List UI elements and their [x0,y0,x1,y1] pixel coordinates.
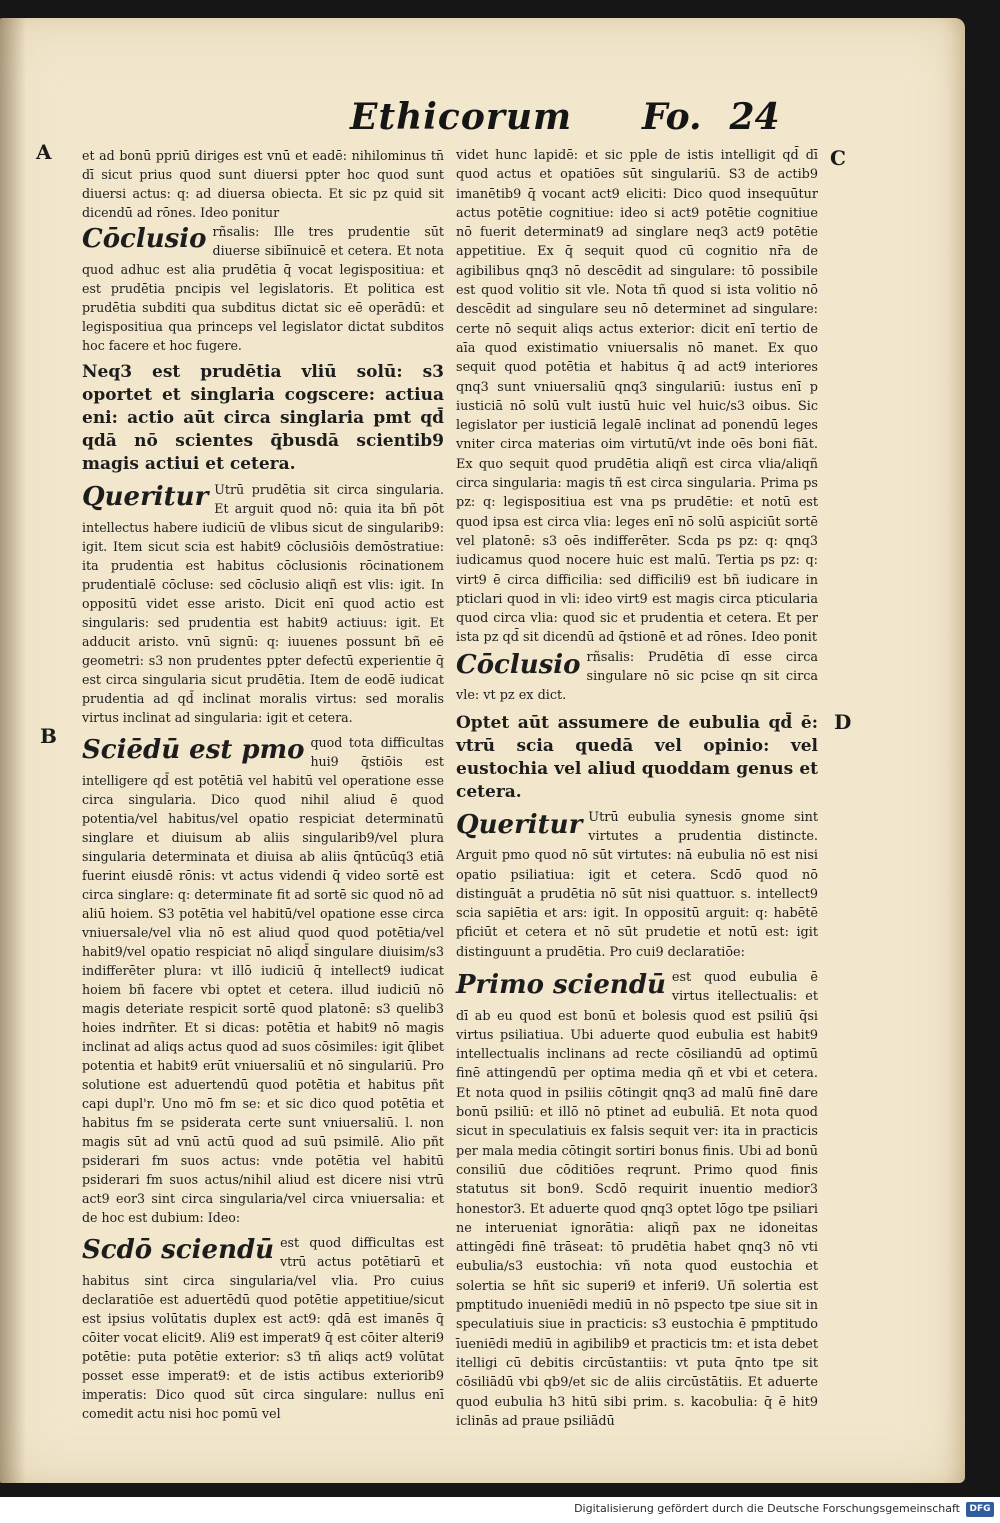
primo-sciendum-heading: Primo sciendū [456,969,666,1000]
left-sciendum-primo [82,733,444,1227]
left-lemma: Neq3 est prudētia vliū solū: s3 oportet et singlaria cogscere: actiua eni: actio aūt circa singlaria pmt qd̄ qdā nō scientes q̄busdā scientib9 magis actiui et cetera. [82,362,444,474]
right-lemma: Optet aūt assumere de eubulia qd̄ ē: vtrū scia quedā vel opinio: vel eustochia vel aliud quoddam genus et cetera. [456,712,818,802]
conclusio-text: rñsalis: Ille tres prudentie sūt diuerse sibiīnuicē et cetera. Et nota quod adhuc est alia prudētia q̄ vocat legispositiua: et est prudētia pncipis vel legislatoris. Et politica est prudētia subditi qua subditus dictat sic eē operādū: et legispositiua qua princeps vel legislator dictat subditos hoc facere et hoc fugere. [82,224,444,353]
primo-sciendum-text: est quod eubulia ē virtus itellectualis: et dī ab eu quod est bonū et bolesis quod est psiliū q̄si virtus psiliatiua. Ubi aduerte quod eubulia est habit9 intellectualis inclinans ad recte cōsiliandū ad optimū finē attingendū per optima media qñ et vbi et cetera. Et nota quod in psiliis cōtingit qnq3 ad malū finē dare bonū psiliū: et illō nō ptinet ad eubuliā. Et nota quod sicut in speculatiuis ex falsis sequit ver: ita in practicis per mala media cōtingit sortiri bonus finis. Ubi ad bonū consiliū due cōditiōes reqrunt. Primo quod finis statutus sit bon9. Scdō requirit inuentio medior3 honestor3. Et aduerte quod qnq3 optet lōgo tpe psiliari ne interueniat ignorātia: aliqñ pax ne idoneitas attingēdi finē trāseat: tō prudētia habet qnq3 nō vti eubulia/s3 eustochia: vñ nota quod eustochia et solertia se hñt sic superi9 et inferi9. Uñ solertia est pmptitudo inueniēdi mediū in nō pspecto tpe siue sit in speculatiuis siue in practicis: s3 eustochia ē pmptitudo īueniēdi mediū in agibilib9 et practicis tm: et ista debet itelligi cū debitis circūstantiis: vt puta q̄nto tpe sit cōsiliādū vbi qb9/et sic de aliis circūstātiis. Et aduerte quod eubulia h3 hitū sibi prim. s. kacobulia: q̄ ē hit9 iclinās ad praue psiliādū [456,969,818,1429]
margin-marker-a: A [36,140,52,164]
right-paragraph-1: videt hunc lapidē: et sic pple de istis intelligit qd̄ dī quod actus et opatiōes sūt singulariū. S3 de actib9 imanētib9 q̄ vocant act9 eliciti: Dico quod insequūtur actus potētie cognitiue: ideo si act9 potētie cognitiue nō fuerit determinat9 ad singlare neq3 act9 potētie appetitiue. Ex q̄ sequit quod cū cognitio nr̄a de agibilibus qnq3 nō descēdit ad singulare: tō possibile est quod volitio sit vle. Nota tñ quod si ista volitio nō descēdit ad singulare seu nō determinet ad singulare: certe nō sequit aliqs actus exterior: dicit enī tertio de aīa quod existimatio vniuersalis nō manet. Ex quo sequit quod potētia et habitus q̄ ad act9 interiores qnq3 sunt vniuersaliū qnq3 singulariū: iustus enī p iusticiā nō solū vult iustū huic vel huic/s3 oibus. Sic legislator per iusticiā legalē inclinat ad ponendū leges vniter circa materias oim virtutū/vt inde oēs boni fiāt. Ex quo sequit quod prudētia aliqñ est circa vlia/aliqñ circa singularia: magis tñ est circa singularia. Prima ps pz: q: legispositiua est vna ps prudētie: et notū est quod ipsa est circa vlia: leges enī nō solū aspiciūt sortē vel platonē: s3 oēs indifferēter. Scda ps pz: q: qnq3 iudicamus quod nocere huic est malū. Tertia ps pz: q: virt9 ē circa difficilia: sed difficili9 est bñ iudicare in pticlari quod in vli: ideo virt9 est magis circa pticularia quod circa vlia: quod sic et prudentia et cetera. Et per ista pz qd̄ sit dicendū ad q̄stionē et ad rōnes. Ideo ponit [456,148,818,646]
queritur-text: Utrū prudētia sit circa singularia. Et arguit quod nō: quia ita bñ pōt intellectus habere iudiciū de vlibus sicut de singularib9: igit. Item sicut scia est habit9 cōclusiōis demōstratiue: ita prudentia est habitus cōclusionis rōcinationem prudentialē cōcluse: sed cōclusio aliqñ est vlis: igit. In oppositū videt esse aristo. Dicit enī quod actio est singularis: sed prudentia est habit9 actiuus: igit. Et adducit aristo. vnū signū: q: iuuenes possunt bñ eē geometri: s3 non prudentes ppter defectū experientie q̄ est circa singularia sicut prudētia. Item de eodē iudicat prudentia ad qd̄ inclinat moralis virtus: sed moralis virtus inclinat ad singularia: igit et cetera. [82,482,444,725]
running-title: Ethicorum [350,96,573,138]
right-primo-sciendum [456,968,818,1431]
conclusio-heading: Cōclusio [82,224,207,254]
page-gutter-shadow [0,18,26,1483]
sciendum-secundo-text: est quod difficultas est vtrū actus potētiarū et habitus sint circa singularia/vel vlia. Pro cuius declaratiōe est aduertēdū quod potētie appetitiue/sicut est ipsius volūtatis duplex est act9: qdā est imanēs q̄ cōiter vocat elicit9. Ali9 est imperat9 q̄ est cōiter alteri9 potētie: puta potētie exterior: s3 tñ aliqs act9 volūtat posset esse imperat9: et de istis actibus exteriorib9 imperatis: Dico quod sūt circa singulare: nullus enī comedit actu nisi hoc pomū vel [82,1235,444,1421]
sciendum-primo-heading: Sciēdū est pmo [82,735,305,765]
sciendum-primo-text: quod tota difficultas hui9 q̄stiōis est intelligere qd̄ est potētiā vel habitū vel operatione esse circa singularia. Dico quod nihil aliud ē quod potentia/vel habitus/vel opatio respiciat determinatū singlare et diuisum ab aliis singularib9/vel plura singularia determinata et diuisa ab aliis q̄ntūcūq3 etiā fuerint eiusdē rōnis: vt actus videndi q̄ video sortē est circa singlare: q: determinate fit ad sortē sic quod nō ad aliū hoiem. S3 potētia vel habitū/vel opatione esse circa vniuersale/vel vlia nō est aliud quod quod potētia/vel habit9/vel opatio respiciat nō aliqd̄ singulare diuisim/s3 indifferēter plura: vt illō iudiciū q̄ intellect9 iudicat hoiem bñ facere vbi optet et cetera. illud iudiciū nō magis deteriate respicit sortē quod platonē: s3 quelib3 hoies indrñter. Et si dicas: potētia et habit9 nō magis inclinat ad aliqs actus quod ad suos cōsimiles: igit q̄libet potentia et habit9 erūt vniuersaliū et nō singulariū. Pro solutione est aduertendū quod potētia et habitus pñt capi dupl'r. Uno mō fm se: et sic dico quod potētia et habitus fm se psiderata certe sunt vniuersaliū. l. non magis sūt ad vnū actū quod ad suū psimilē. Alio pñt psiderari fm suos actus: vnde potētia vel habitū psiderari fm suos actus/nihil aliud est dicere nisi vtrū act9 eor3 sint circa singularia/vel circa vniuersalia: et de hoc est dubium: Ideo: [82,735,444,1225]
left-sciendum-secundo [82,1233,444,1423]
folio-label: Fo. [642,96,702,138]
queritur-heading: Queritur [82,482,209,512]
left-conclusio [82,222,444,355]
right-queritur [456,808,818,962]
footer-bar [0,1497,1000,1523]
queritur-heading-2: Queritur [456,809,583,840]
queritur-text-2: Utrū eubulia synesis gnome sint virtutes a prudentia distincte. Arguit pmo quod nō sūt virtutes: nā eubulia nō est nisi opatio psiliatiua: igit et cetera. Scdō quod nō distinguāt a prudētia nō sūt nisi quattuor. s. intellect9 scia sapiētia et ars: igit. In oppositū arguit: q: habētē pficiūt et cetera et nō sūt prudetie et notū est: igit distinguunt a prudētia. Pro cui9 declaratiōe: [456,809,818,960]
margin-marker-c: C [830,146,846,170]
margin-marker-d: D [834,710,852,734]
left-queritur [82,480,444,727]
right-conclusio [456,648,818,706]
sciendum-secundo-heading: Scdō sciendū [82,1235,275,1265]
margin-marker-b: B [40,724,57,748]
folio-number: 24 [729,96,780,138]
dfg-logo: DFG [966,1502,994,1517]
conclusio-heading-2: Cōclusio [456,649,581,680]
footer-credit: Digitalisierung gefördert durch die Deutsche Forschungsgemeinschaft [574,1502,960,1515]
right-column [456,146,818,1431]
left-paragraph-1: et ad bonū ppriū diriges est vnū et eadē: nihilominus tn̄ dī sicut prius quod sunt diuersi ppter hoc quod sunt diuersi actus: q: ad diuersa obiecta. Et sic pz quid sit dicendū ad rōnes. Ideo ponitur [82,148,444,220]
folio [642,96,780,138]
conclusio-text-2: rñsalis: Prudētia dī esse circa singulare nō sic pcise qn sit circa vle: vt pz ex dict. [456,649,818,704]
left-column [82,146,444,1423]
